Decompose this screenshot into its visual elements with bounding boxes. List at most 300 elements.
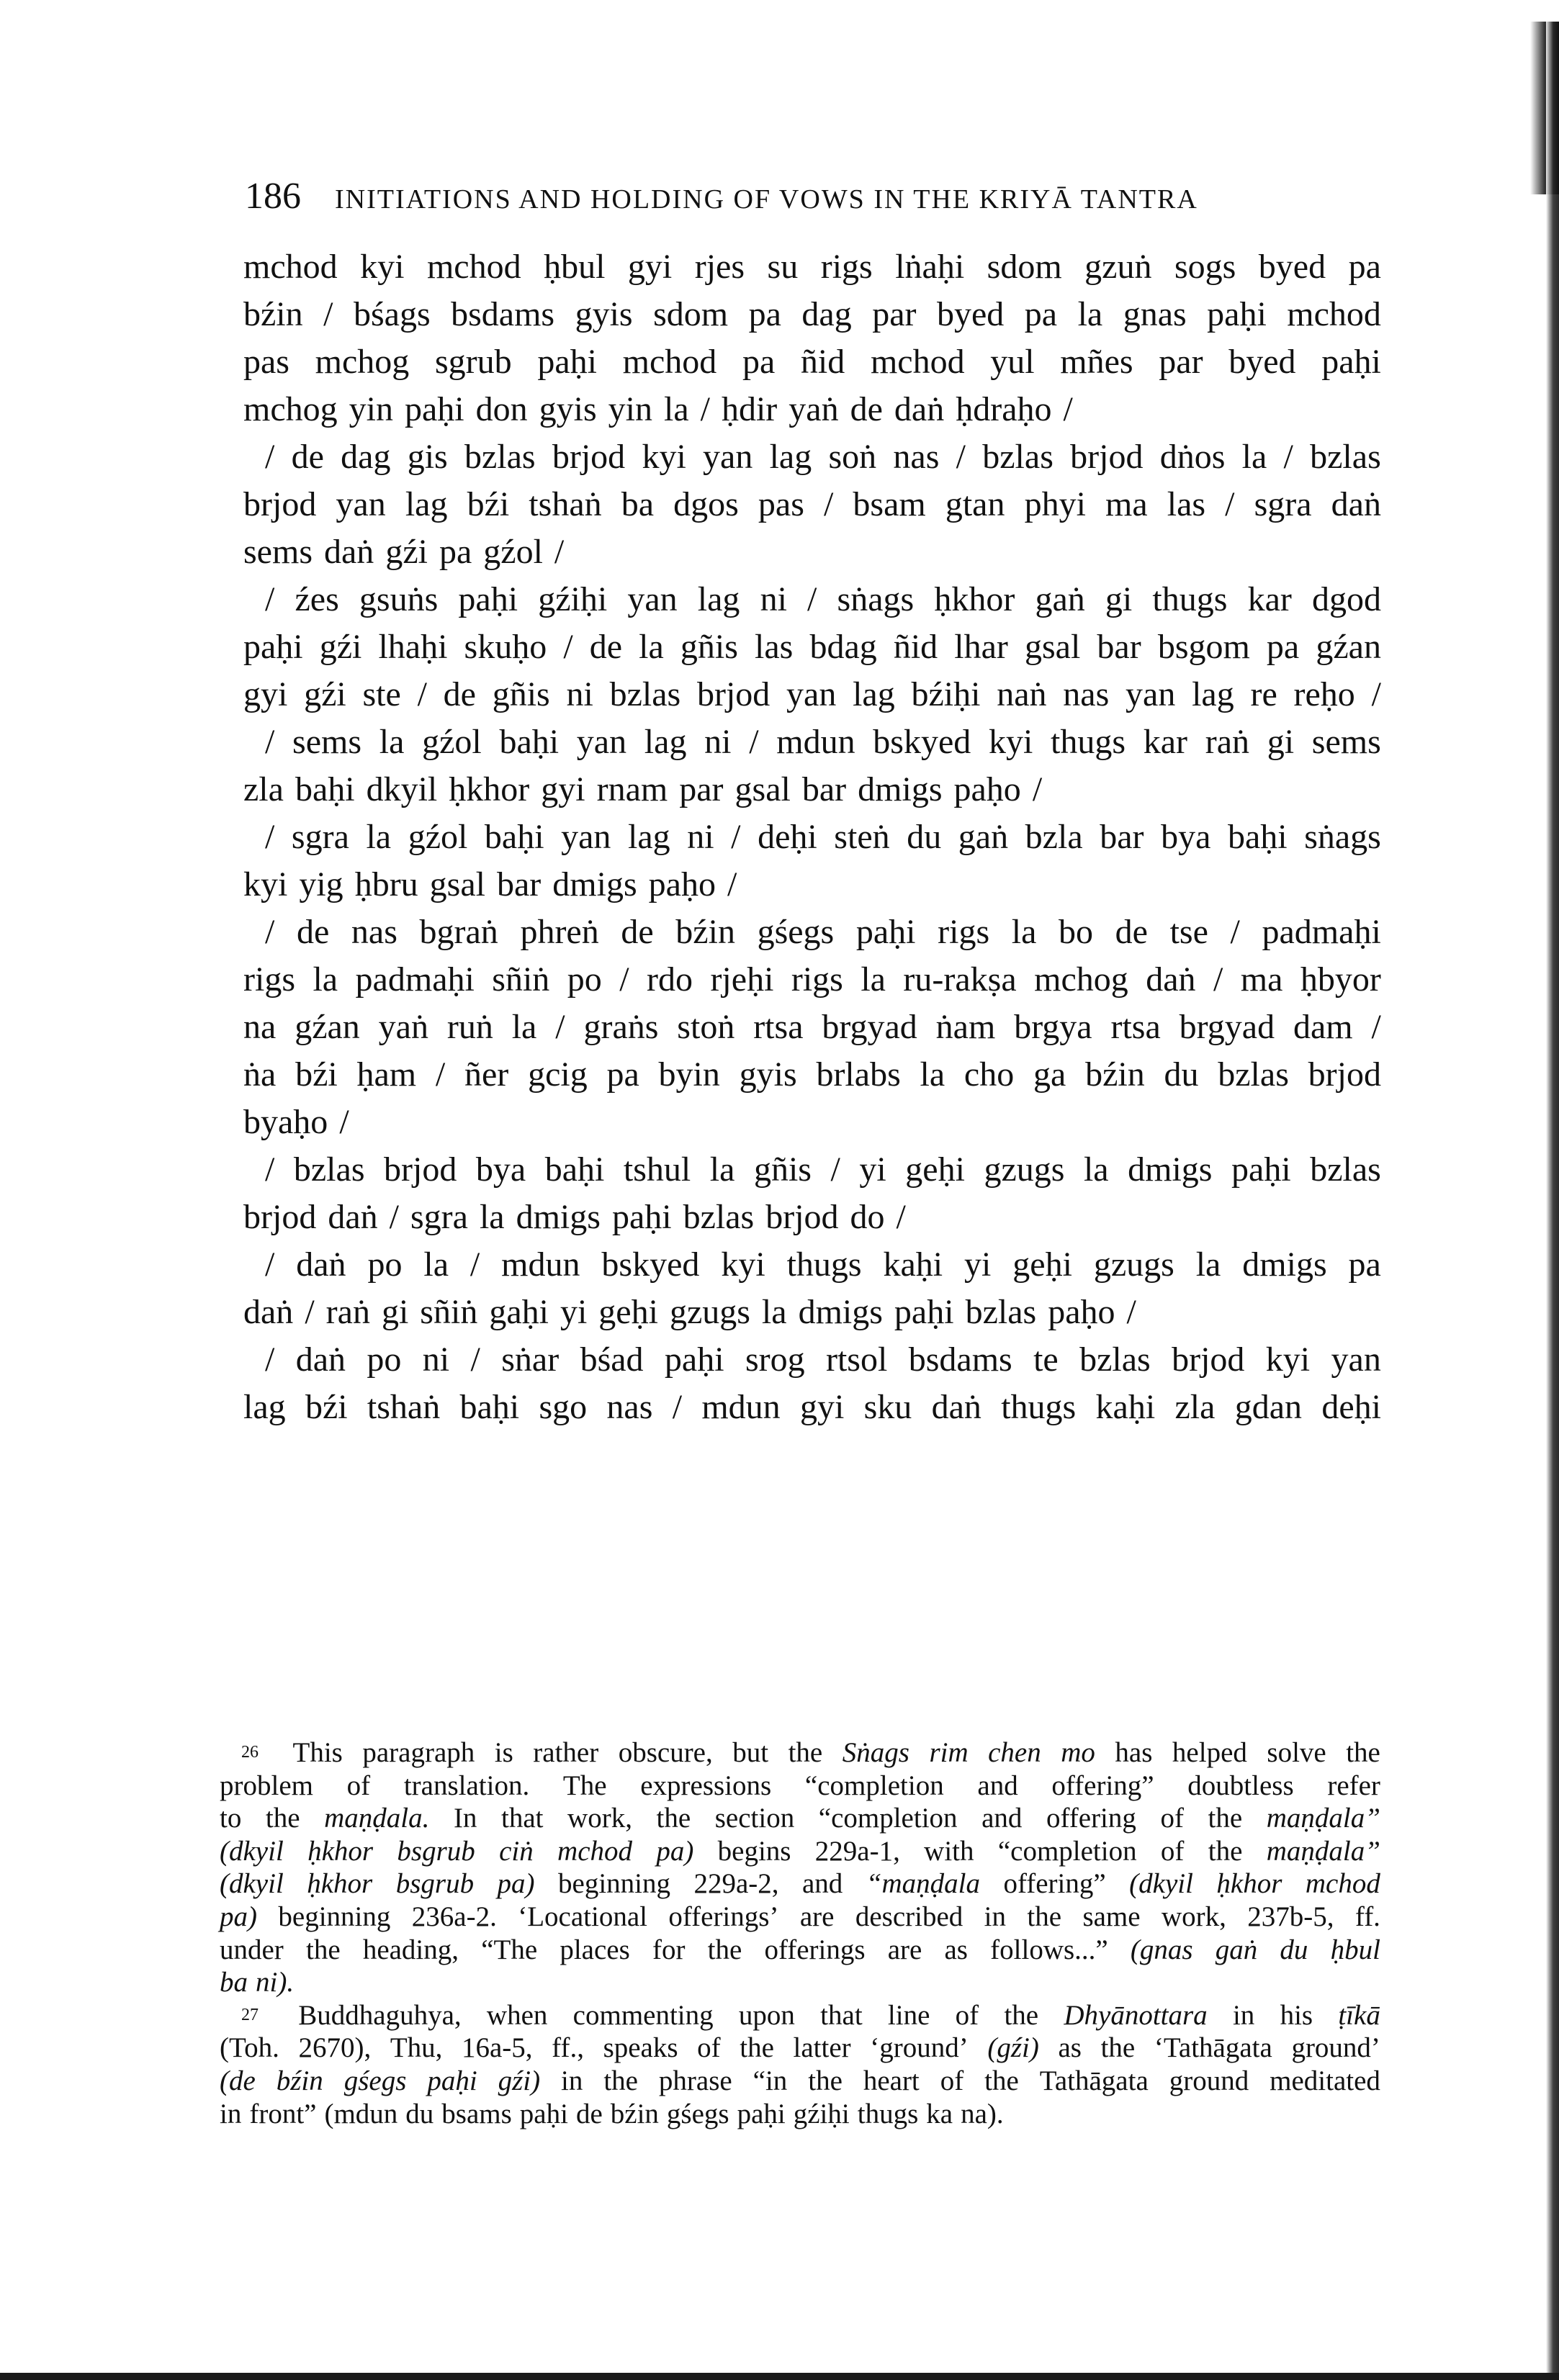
word: mchod	[426, 248, 521, 286]
word: brjod	[552, 438, 626, 476]
word: bzlas	[464, 438, 536, 476]
word: te	[1033, 1340, 1059, 1379]
word: /	[265, 438, 275, 476]
word: phyi	[1024, 485, 1086, 523]
word: la	[861, 960, 886, 999]
word: in	[561, 2065, 583, 2096]
word: ni).	[256, 1967, 295, 1998]
word: the	[788, 1737, 823, 1768]
word: rim	[929, 1737, 969, 1768]
word: paḥi	[1207, 295, 1267, 333]
word: bsgrub	[397, 1835, 475, 1867]
word: bsdams	[451, 295, 555, 333]
word: line	[887, 1999, 930, 2031]
word: yaṅ	[789, 390, 839, 428]
word: thugs	[857, 2098, 919, 2129]
word: ma	[1240, 960, 1283, 999]
body-line	[243, 1336, 1381, 1384]
word: la	[366, 818, 392, 856]
word: raṅ	[325, 1293, 370, 1331]
word: bo	[1059, 913, 1094, 951]
footnote-line	[220, 1802, 1380, 1835]
word: de	[589, 628, 623, 666]
word: /	[265, 818, 275, 856]
word: This	[292, 1737, 343, 1768]
word: par	[679, 770, 724, 808]
word: lag	[644, 723, 687, 761]
word: of	[940, 2065, 964, 2096]
word: gźiḥi	[538, 580, 608, 618]
word: lhaḥi	[378, 628, 448, 666]
word: daṅ	[296, 1245, 346, 1284]
word: refer	[1327, 1770, 1380, 1801]
word: upon	[738, 1999, 795, 2031]
word: ba	[621, 485, 655, 523]
footnote-line	[220, 1736, 1380, 1770]
word: la	[479, 1198, 505, 1236]
word: pa)	[656, 1835, 694, 1867]
word: nas	[1063, 675, 1110, 713]
word: mchod	[243, 248, 338, 286]
word: “completion	[804, 1770, 944, 1801]
word: for	[652, 1934, 686, 1965]
word: offerings’	[668, 1901, 779, 1932]
word: translation.	[403, 1770, 530, 1801]
word: gzugs	[1093, 1245, 1174, 1284]
word: as	[944, 1934, 968, 1965]
word: /	[554, 533, 565, 571]
word: gi	[381, 1293, 409, 1331]
word: /	[265, 723, 275, 761]
word: brjod	[384, 1150, 457, 1189]
word: gtan	[945, 485, 1005, 523]
word: par	[1159, 343, 1203, 381]
word: brjod	[765, 1198, 839, 1236]
word: /	[823, 485, 834, 523]
word: lag	[1192, 675, 1234, 713]
word: gźi	[304, 675, 346, 713]
word: /	[672, 1388, 683, 1426]
word: mdun	[701, 1388, 781, 1426]
word: paḥi	[243, 628, 303, 666]
word: skuḥo	[464, 628, 547, 666]
word: rigs	[791, 960, 843, 999]
word: pa	[1348, 1245, 1381, 1284]
word: brjod	[1070, 438, 1144, 476]
word: yan	[561, 818, 611, 856]
word: brlabs	[816, 1055, 901, 1094]
word: nas	[893, 438, 940, 476]
word: sṅar	[501, 1340, 560, 1379]
word: rjeḥi	[710, 960, 774, 999]
word: tshul	[623, 1150, 691, 1189]
word: byed	[936, 295, 1005, 333]
page-header	[245, 175, 1397, 217]
word: paḥi	[519, 2098, 568, 2129]
word: yin	[608, 390, 652, 428]
word: (dkyil	[1129, 1868, 1193, 1900]
word: la	[1241, 438, 1267, 476]
word: kyi	[642, 438, 686, 476]
word: geḥi	[1012, 1245, 1072, 1284]
word: gźol	[408, 818, 468, 856]
word: gnas	[1123, 295, 1187, 333]
word: du	[1164, 1055, 1199, 1094]
word: la	[1195, 1245, 1221, 1284]
word: bźi	[467, 485, 510, 523]
word: commenting	[572, 1999, 714, 2031]
word: sṅags	[837, 580, 915, 618]
word: (gźi)	[987, 2032, 1039, 2064]
word: gśegs	[757, 913, 835, 951]
word: gaṅ	[1035, 580, 1085, 618]
word: (dkyil	[220, 1868, 284, 1900]
word: ni	[566, 675, 593, 713]
word: the	[707, 1934, 742, 1965]
word: kar	[1247, 580, 1292, 618]
word: /	[265, 580, 275, 618]
word: gyis	[539, 390, 597, 428]
word: bzlas	[965, 1293, 1037, 1331]
word: geḥi	[598, 1293, 658, 1331]
word: baḥi	[499, 723, 560, 761]
word: offering”	[1051, 1770, 1154, 1801]
word: with	[924, 1835, 974, 1867]
word: ste	[362, 675, 401, 713]
word: bzlas	[683, 1198, 755, 1236]
word: la	[1083, 1150, 1109, 1189]
scan-edge-right	[1546, 22, 1559, 2376]
word: and	[977, 1770, 1018, 1801]
word: bzlas	[1218, 1055, 1289, 1094]
word: gsal	[734, 770, 791, 808]
word: places	[560, 1934, 630, 1965]
word: paḥi	[894, 1293, 954, 1331]
word: heading,	[362, 1934, 459, 1965]
word: daṅ	[295, 1340, 346, 1379]
word: sṅags	[1304, 818, 1381, 856]
word: to	[220, 1803, 242, 1834]
body-line	[243, 291, 1381, 338]
word: brjod	[243, 1198, 317, 1236]
word: thugs	[1152, 580, 1228, 618]
word: as	[1058, 2032, 1082, 2064]
word: paḥi	[1321, 343, 1381, 381]
word: and	[802, 1868, 843, 1900]
word: sku	[863, 1388, 912, 1426]
body-line	[243, 861, 1381, 909]
word: daṅ	[894, 390, 945, 428]
word: lag	[628, 818, 670, 856]
word: mchod	[870, 343, 965, 381]
word: ground	[1169, 2065, 1249, 2096]
word: sgra	[410, 1198, 468, 1236]
word: that	[820, 1999, 863, 2031]
word: daṅ	[328, 1198, 378, 1236]
word: po	[367, 1340, 402, 1379]
word: of	[955, 1999, 979, 2031]
word: bśags	[353, 295, 431, 333]
word: of	[1160, 1835, 1185, 1867]
word: tshaṅ	[529, 485, 602, 523]
word: ḥam	[356, 1055, 417, 1094]
word: lag	[697, 580, 740, 618]
word: /	[619, 960, 629, 999]
word: has	[1115, 1737, 1153, 1768]
word: (de	[220, 2065, 256, 2096]
word: daṅ	[931, 1388, 981, 1426]
word: ḥbru	[354, 865, 418, 903]
word: paḥo	[1048, 1293, 1115, 1331]
word: la	[313, 960, 338, 999]
word: baḥi	[459, 1388, 520, 1426]
word: la	[920, 1055, 945, 1094]
word: mchod	[622, 343, 717, 381]
word: la	[639, 628, 664, 666]
word: under	[220, 1934, 284, 1965]
word: ñid	[893, 628, 938, 666]
running-head: INITIATIONS AND HOLDING OF VOWS IN THE KRIYĀ TANTRA	[335, 184, 1198, 215]
word: par	[872, 295, 917, 333]
word: Buddhaguhya,	[298, 1999, 462, 2031]
word: ni	[760, 580, 787, 618]
word: bsgrub	[395, 1868, 475, 1900]
word: doubtless	[1187, 1770, 1294, 1801]
word: pa	[439, 533, 472, 571]
word: steṅ	[834, 818, 890, 856]
word: kyi	[243, 865, 288, 903]
word: la	[423, 1245, 449, 1284]
word: 229a-2,	[693, 1868, 779, 1900]
word: (Toh.	[220, 2032, 279, 2064]
word: reḥo	[1293, 675, 1355, 713]
word: ‘Locational	[518, 1901, 647, 1932]
word: dmigs	[858, 770, 943, 808]
word: offering”	[1003, 1868, 1106, 1900]
word: gñis	[753, 1150, 812, 1189]
word: the	[1004, 1999, 1039, 2031]
word: /	[830, 1150, 840, 1189]
word: paḥi	[427, 2065, 477, 2096]
word: rather	[533, 1737, 599, 1768]
word: gaṅ	[958, 818, 1009, 856]
word: but	[732, 1737, 769, 1768]
body-line	[243, 813, 1381, 861]
word: Sṅags	[842, 1737, 909, 1768]
word: gaṅ	[1215, 1934, 1258, 1965]
word: maṇḍala”	[1266, 1803, 1380, 1834]
word: bźin	[1085, 1055, 1145, 1094]
word: paḥo	[648, 865, 716, 903]
word: ḥdraḥo	[956, 390, 1052, 428]
word: (dkyil	[220, 1835, 284, 1867]
word: sdom	[653, 295, 729, 333]
word: dmigs	[798, 1293, 883, 1331]
word: /	[807, 580, 817, 618]
word: lhar	[954, 628, 1008, 666]
word: pa	[742, 343, 776, 381]
word: dmigs	[516, 1198, 601, 1236]
footnotes	[220, 1736, 1380, 2130]
word: when	[486, 1999, 548, 2031]
footnote-line	[220, 1934, 1380, 1967]
word: na	[243, 1008, 277, 1046]
body-line	[243, 766, 1381, 813]
word: la	[709, 1150, 735, 1189]
word: gźan	[1316, 628, 1381, 666]
body-line	[243, 1051, 1381, 1099]
word: follows...”	[990, 1934, 1108, 1965]
word: 237b-5,	[1247, 1901, 1334, 1932]
body-line	[243, 623, 1381, 671]
word: rjes	[694, 248, 745, 286]
word: la	[379, 723, 405, 761]
word: /	[563, 628, 573, 666]
word: described	[855, 1901, 963, 1932]
word: yig	[299, 865, 343, 903]
word: the	[1100, 2032, 1136, 2064]
word: gzugs	[984, 1150, 1065, 1189]
body-line	[243, 481, 1381, 528]
word: po	[367, 1245, 403, 1284]
body-line	[243, 956, 1381, 1004]
word: soṅ	[828, 438, 877, 476]
word: expressions	[640, 1770, 772, 1801]
word: pa	[606, 1055, 639, 1094]
word: yan	[576, 723, 627, 761]
word: ground’	[1291, 2032, 1380, 2064]
word: gzugs	[669, 1293, 750, 1331]
word: bzlas	[609, 675, 681, 713]
word: mchog	[1034, 960, 1128, 999]
word: nas	[351, 913, 397, 951]
word: bgraṅ	[419, 913, 498, 951]
word: “maṇḍala	[866, 1868, 980, 1900]
word: work,	[1161, 1901, 1226, 1932]
word: /	[1126, 1293, 1136, 1331]
word: sñiṅ	[420, 1293, 478, 1331]
word: paḥo	[953, 770, 1021, 808]
word: /	[265, 1150, 275, 1189]
word: /	[700, 390, 710, 428]
word: /	[896, 1198, 906, 1236]
footnote-number: 27	[241, 2005, 259, 2024]
word: yin	[349, 390, 393, 428]
word: beginning	[558, 1868, 670, 1900]
word: de	[296, 913, 330, 951]
word: chen	[988, 1737, 1041, 1768]
word: du	[907, 818, 942, 856]
page-number: 186	[245, 176, 301, 217]
body-line	[243, 1241, 1381, 1289]
word: ḥkhor	[307, 1835, 374, 1867]
body-line	[243, 433, 1381, 481]
body-line	[243, 1004, 1381, 1051]
word: bskyed	[873, 723, 971, 761]
word: mchod	[557, 1835, 633, 1867]
word: paḥi	[1231, 1150, 1291, 1189]
word: /	[339, 1103, 349, 1141]
word: bźi	[295, 1055, 338, 1094]
word: pa	[1266, 628, 1300, 666]
word: sgo	[539, 1388, 588, 1426]
word: ruṅ	[446, 1008, 493, 1046]
word: lag	[405, 485, 448, 523]
word: bya	[475, 1150, 526, 1189]
word: byed	[1258, 248, 1326, 286]
word: daṅ	[1331, 485, 1381, 523]
word: re	[1250, 675, 1277, 713]
word: the	[265, 1803, 300, 1834]
word: the	[808, 2065, 843, 2096]
word: brjod	[243, 485, 317, 523]
word: gsal	[1025, 628, 1081, 666]
word: bzlas	[1310, 1150, 1381, 1189]
word: brgyad	[1179, 1008, 1275, 1046]
word: /	[265, 913, 275, 951]
word: ni	[704, 723, 732, 761]
word: bsdams	[908, 1340, 1012, 1379]
word: zla	[1174, 1388, 1216, 1426]
word: bar	[1100, 818, 1144, 856]
word: zla	[243, 770, 284, 808]
word: tse	[1169, 913, 1208, 951]
word: in	[984, 1901, 1006, 1932]
word: lag	[243, 1388, 286, 1426]
word: paḥi	[537, 343, 597, 381]
word: pa)	[497, 1868, 535, 1900]
word: gis	[407, 438, 448, 476]
word: bar	[801, 770, 847, 808]
word: de	[575, 2098, 603, 2129]
word: de	[850, 390, 883, 428]
word: ff.	[1354, 1901, 1380, 1932]
word: speaks	[603, 2032, 678, 2064]
word: daṅ	[1146, 960, 1196, 999]
word: “completion	[818, 1803, 958, 1834]
word: /	[265, 1340, 275, 1379]
word: gźan	[295, 1008, 360, 1046]
word: rtsa	[753, 1008, 804, 1046]
word: dmigs	[1242, 1245, 1327, 1284]
word: ‘ground’	[870, 2032, 969, 2064]
word: yul	[990, 343, 1035, 381]
word: ṅam	[935, 1008, 996, 1046]
word: /	[1283, 438, 1293, 476]
word: yaṅ	[378, 1008, 428, 1046]
word: work,	[567, 1803, 632, 1834]
word: tshaṅ	[367, 1388, 441, 1426]
word: kaḥi	[883, 1245, 943, 1284]
body-line	[243, 1099, 1381, 1146]
body-line	[243, 386, 1381, 433]
word: baḥi	[484, 818, 544, 856]
word: ḥbul	[544, 248, 606, 286]
word: dag	[341, 438, 391, 476]
word: gźiḥi	[793, 2098, 850, 2129]
word: ka	[926, 2098, 953, 2129]
word: bśad	[580, 1340, 644, 1379]
word: are	[799, 1901, 835, 1932]
word: the	[656, 1803, 691, 1834]
word: ga	[1033, 1055, 1066, 1094]
word: in	[220, 2098, 242, 2129]
body-text	[243, 243, 1381, 1431]
word: sdom	[987, 248, 1062, 286]
word: phrase	[658, 2065, 732, 2096]
word: maṇḍala”	[1266, 1835, 1380, 1867]
word: sñiṅ	[492, 960, 550, 999]
